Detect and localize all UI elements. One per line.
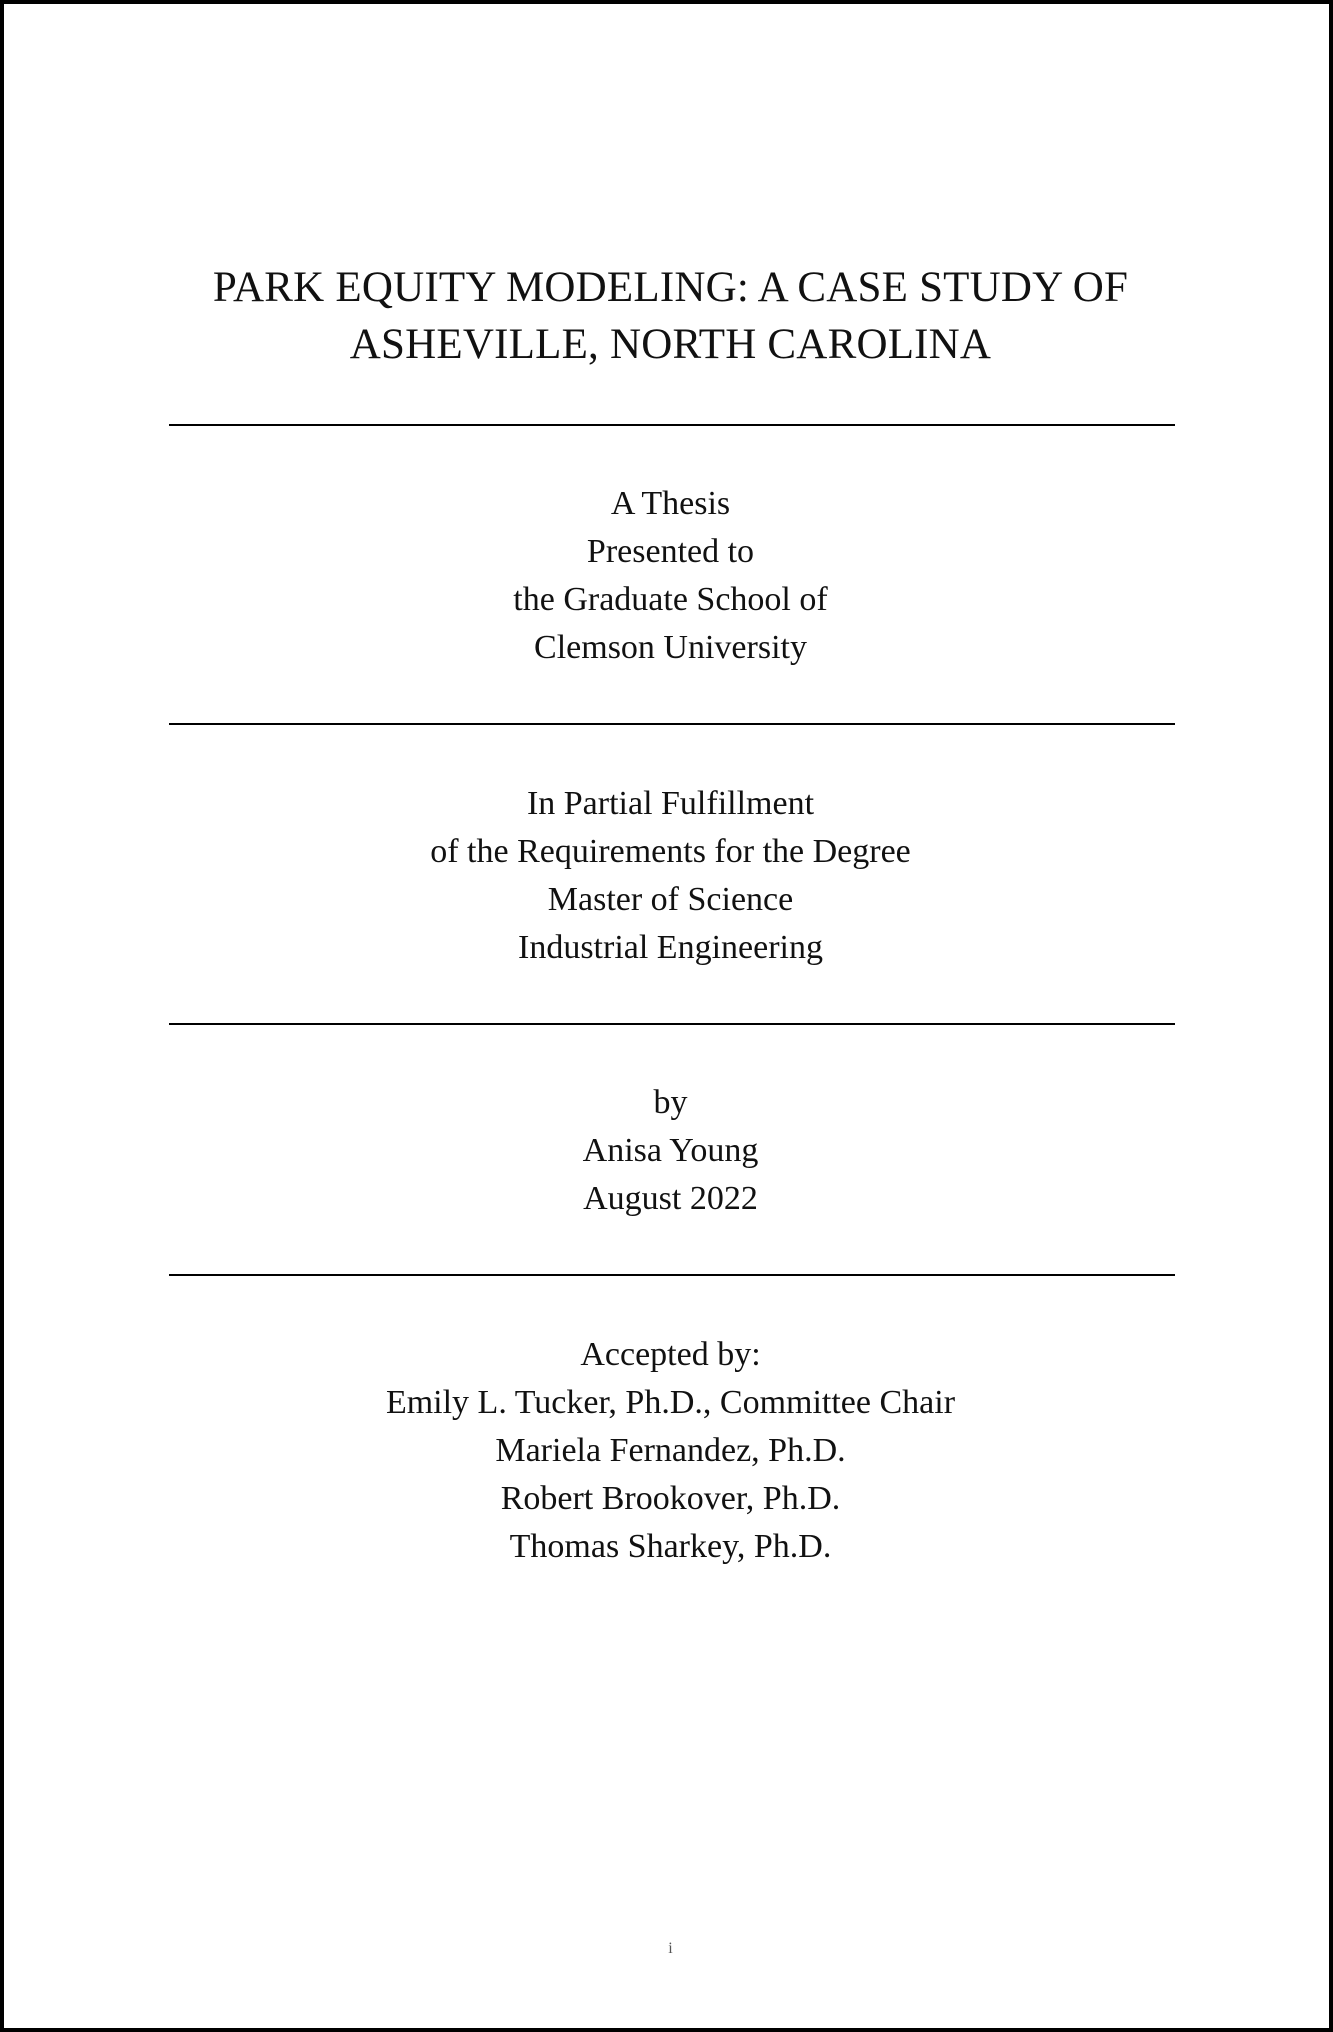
thesis-title <box>4 259 1333 373</box>
divider-rule-3 <box>169 1023 1175 1025</box>
thesis-line-3: the Graduate School of <box>513 581 828 618</box>
divider-rule-4 <box>169 1274 1175 1276</box>
fulfillment-line-2: of the Requirements for the Degree <box>430 833 911 870</box>
divider-rule-1 <box>169 424 1175 426</box>
degree-fulfillment-block <box>4 780 1333 972</box>
degree-field: Industrial Engineering <box>518 929 823 966</box>
page-number: i <box>668 1940 673 1957</box>
by-label: by <box>653 1084 688 1121</box>
committee-member: Thomas Sharkey, Ph.D. <box>509 1528 832 1565</box>
committee-member: Robert Brookover, Ph.D. <box>500 1480 841 1517</box>
fulfillment-line-1: In Partial Fulfillment <box>526 785 815 822</box>
committee-member: Mariela Fernandez, Ph.D. <box>495 1432 846 1469</box>
accepted-by-heading: Accepted by: <box>580 1336 761 1373</box>
divider-rule-2 <box>169 723 1175 725</box>
submission-date: August 2022 <box>583 1180 758 1217</box>
thesis-line-2: Presented to <box>586 533 755 570</box>
thesis-presentation-block <box>4 480 1333 672</box>
thesis-line-4: Clemson University <box>534 629 807 666</box>
author-block <box>4 1079 1333 1223</box>
thesis-title-line-1: PARK EQUITY MODELING: A CASE STUDY OF <box>212 264 1129 311</box>
thesis-line-1: A Thesis <box>610 485 731 522</box>
committee-member: Emily L. Tucker, Ph.D., Committee Chair <box>385 1384 956 1421</box>
author-name: Anisa Young <box>582 1132 759 1169</box>
degree-name: Master of Science <box>547 881 794 918</box>
committee-block <box>4 1331 1333 1571</box>
thesis-title-line-2: ASHEVILLE, NORTH CAROLINA <box>349 321 992 368</box>
